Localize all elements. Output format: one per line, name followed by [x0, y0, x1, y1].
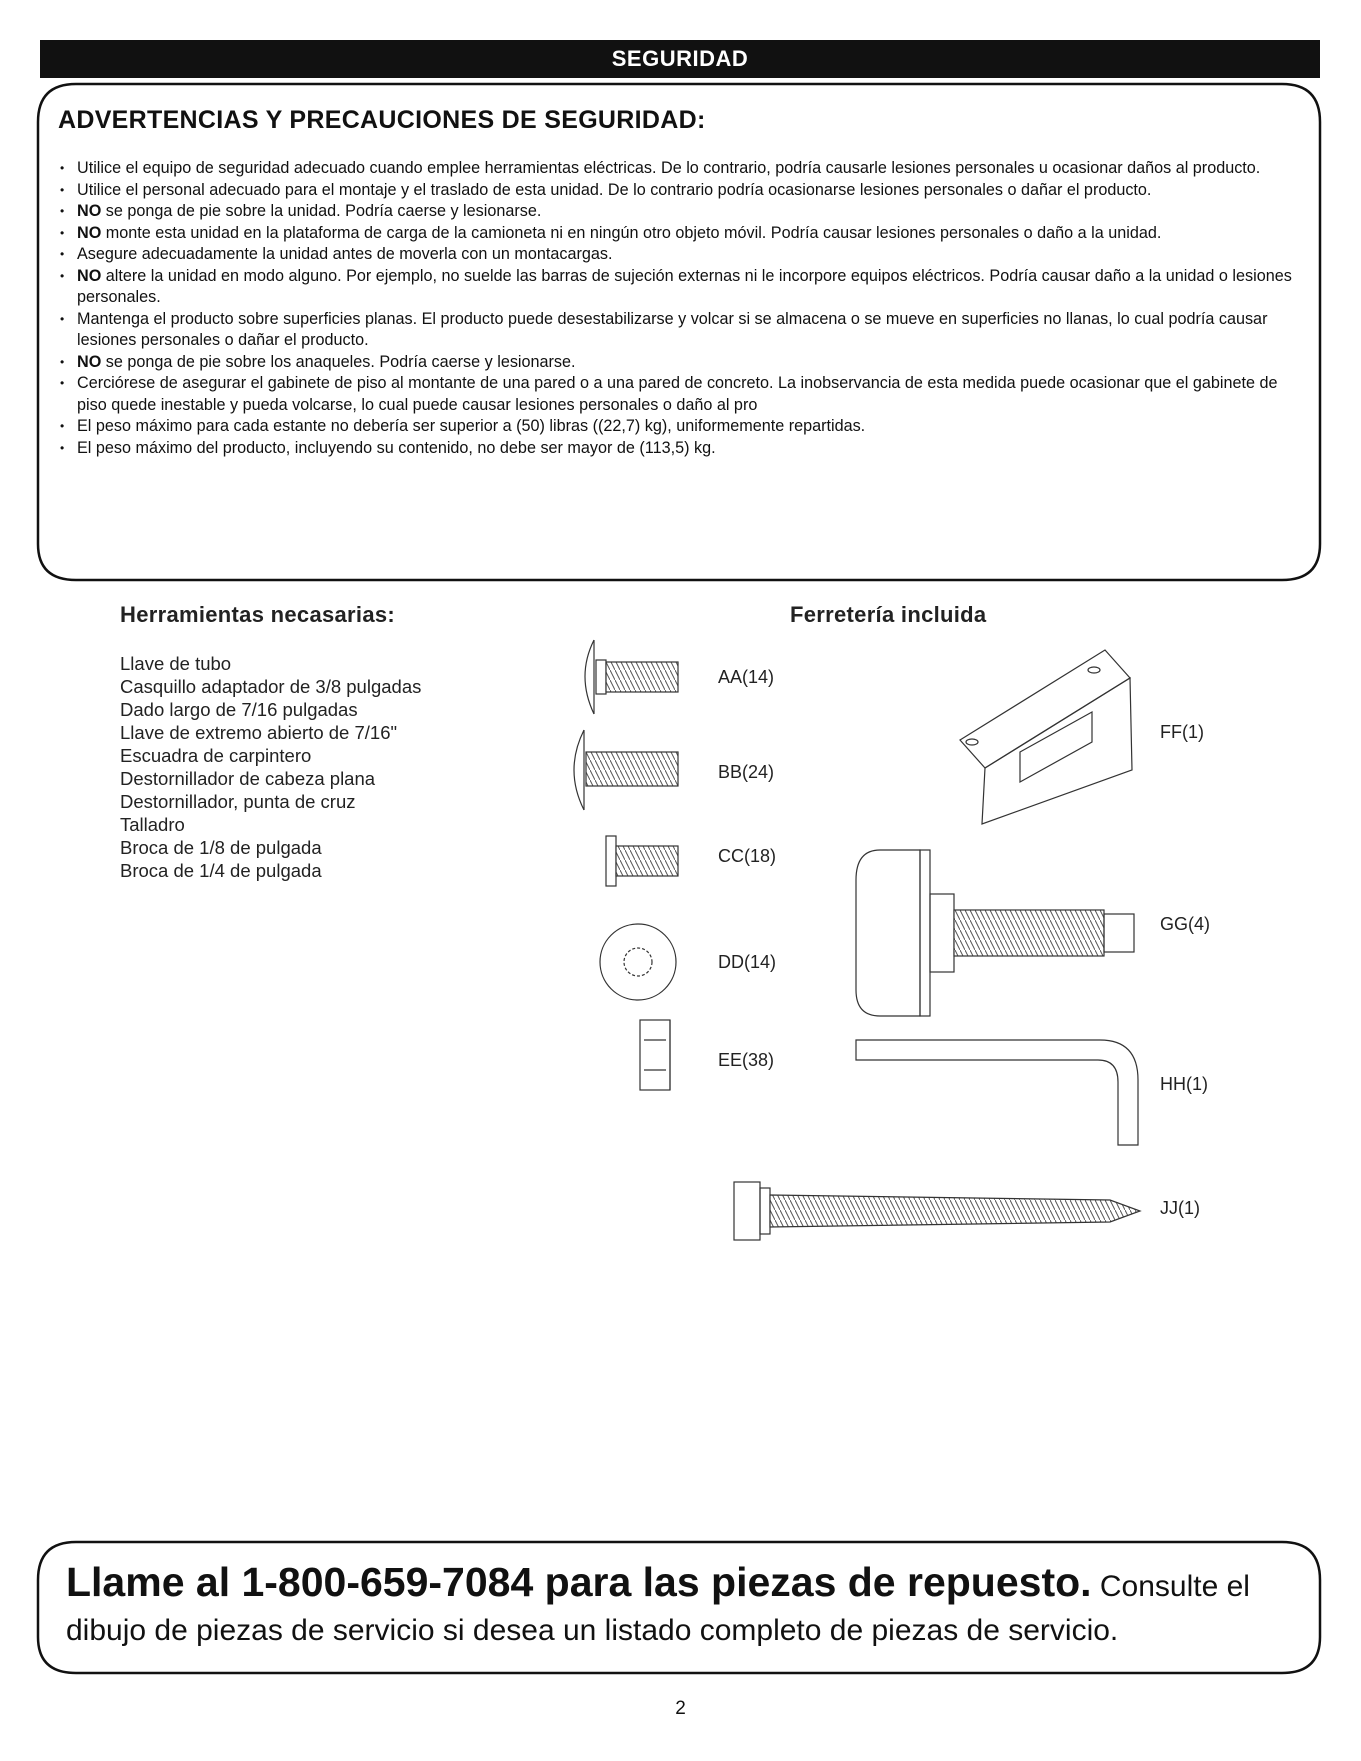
bullet-icon: • [60, 311, 65, 326]
warning-text: monte esta unidad en la plataforma de carga de la camioneta ni en ningún otro objeto móvil. Podría causar lesiones personales o daño a la unidad. [101, 223, 1162, 242]
callout-detail: Consulte el dibujo de piezas de servicio si desea un listado completo de piezas de servicio. [66, 1570, 1250, 1647]
bullet-icon: • [60, 204, 65, 218]
bullet-icon: • [60, 440, 65, 455]
bracket-ff-icon [960, 650, 1132, 824]
lag-screw-jj-icon [734, 1182, 1140, 1240]
page-number: 2 [675, 1698, 686, 1719]
bullet-icon: • [60, 161, 65, 175]
tool-item: Destornillador de cabeza plana [120, 768, 376, 789]
tool-item: Escuadra de carpintero [120, 745, 312, 766]
tool-item: Broca de 1/4 de pulgada [120, 860, 322, 881]
bullet-icon: • [60, 419, 65, 433]
tool-item: Llave de tubo [120, 653, 232, 674]
hardware-title: Ferretería incluida [790, 602, 987, 627]
warning-text: El peso máximo del producto, incluyendo su contenido, no debe ser mayor de (113,5) kg. [77, 438, 716, 457]
bullet-icon: • [60, 225, 65, 240]
warning-text: Utilice el personal adecuado para el montaje y el traslado de esta unidad. De lo contrario podría ocasionarse lesiones personales o dañar el producto. [77, 180, 1152, 199]
tool-item: Destornillador, punta de cruz [120, 791, 356, 812]
warning-text: El peso máximo para cada estante no debería ser superior a (50) libras ((22,7) kg), uniformemente repartidas. [77, 417, 866, 435]
warning-text: Mantenga el producto sobre superficies planas. El producto puede desestabilizarse y volcar si se almacena o se mueve en superficies no llanas, lo cual podría causar lesiones personales o dañar el producto. [77, 309, 1268, 349]
bullet-icon: • [60, 182, 65, 197]
part-label-dd: DD(14) [718, 952, 777, 972]
warning-text: Utilice el equipo de seguridad adecuado cuando emplee herramientas eléctricas. De lo contrario, podría causarle lesiones personales u ocasionar daños al producto. [77, 159, 1261, 177]
washer-dd-icon [600, 924, 676, 1000]
warning-text: se ponga de pie sobre los anaqueles. Podría caerse y lesionarse. [101, 352, 576, 371]
tool-item: Broca de 1/8 de pulgada [120, 837, 322, 858]
tool-item: Casquillo adaptador de 3/8 pulgadas [120, 676, 422, 697]
leveler-gg-icon [856, 850, 1134, 1016]
callout-phone-line: Llame al 1-800-659-7084 para las piezas de repuesto. [66, 1559, 1092, 1605]
bolt-aa-icon [585, 640, 678, 714]
tools-title: Herramientas necasarias: [120, 602, 396, 627]
warning-text: se ponga de pie sobre la unidad. Podría caerse y lesionarse. [101, 202, 542, 220]
nut-ee-icon [640, 1020, 670, 1090]
part-label-aa: AA(14) [718, 667, 775, 687]
part-label-ff: FF(1) [1160, 722, 1204, 742]
part-label-bb: BB(24) [718, 762, 775, 782]
warning-text: Cerciórese de asegurar el gabinete de piso al montante de una pared o a una pared de concreto. La inobservancia de esta medida puede ocasionar que el gabinete de piso quede inestable y pueda volcarse, lo cual puede causar lesiones personales o daño al pro [77, 374, 1278, 414]
tool-item: Dado largo de 7/16 pulgadas [120, 699, 358, 720]
screw-cc-icon [606, 836, 678, 886]
warning-emphasis: NO [77, 266, 102, 285]
part-label-cc: CC(18) [718, 846, 777, 866]
warning-emphasis: NO [77, 352, 102, 371]
callout-text [66, 1560, 1286, 1653]
tool-item: Talladro [120, 814, 185, 835]
part-label-gg: GG(4) [1160, 914, 1211, 934]
hex-key-hh-icon [856, 1040, 1138, 1145]
bullet-icon: • [60, 268, 65, 283]
bullet-icon: • [60, 354, 65, 369]
warnings-title: ADVERTENCIAS Y PRECAUCIONES DE SEGURIDAD: [58, 106, 706, 134]
bullet-icon: • [60, 247, 65, 261]
bolt-bb-icon [574, 730, 678, 810]
part-label-jj: JJ(1) [1160, 1198, 1200, 1218]
bullet-icon: • [60, 376, 65, 390]
part-label-ee: EE(38) [718, 1050, 775, 1070]
tool-item: Llave de extremo abierto de 7/16" [120, 722, 398, 743]
warning-emphasis: NO [77, 223, 102, 242]
warning-text: Asegure adecuadamente la unidad antes de moverla con un montacargas. [77, 245, 613, 263]
warning-text: altere la unidad en modo alguno. Por ejemplo, no suelde las barras de sujeción externas ni le incorpore equipos eléctricos. Podría causar daño a la unidad o lesiones personales. [77, 266, 1292, 306]
section-header-title: SEGURIDAD [611, 46, 749, 71]
warning-emphasis: NO [77, 202, 102, 220]
part-label-hh: HH(1) [1160, 1074, 1208, 1094]
